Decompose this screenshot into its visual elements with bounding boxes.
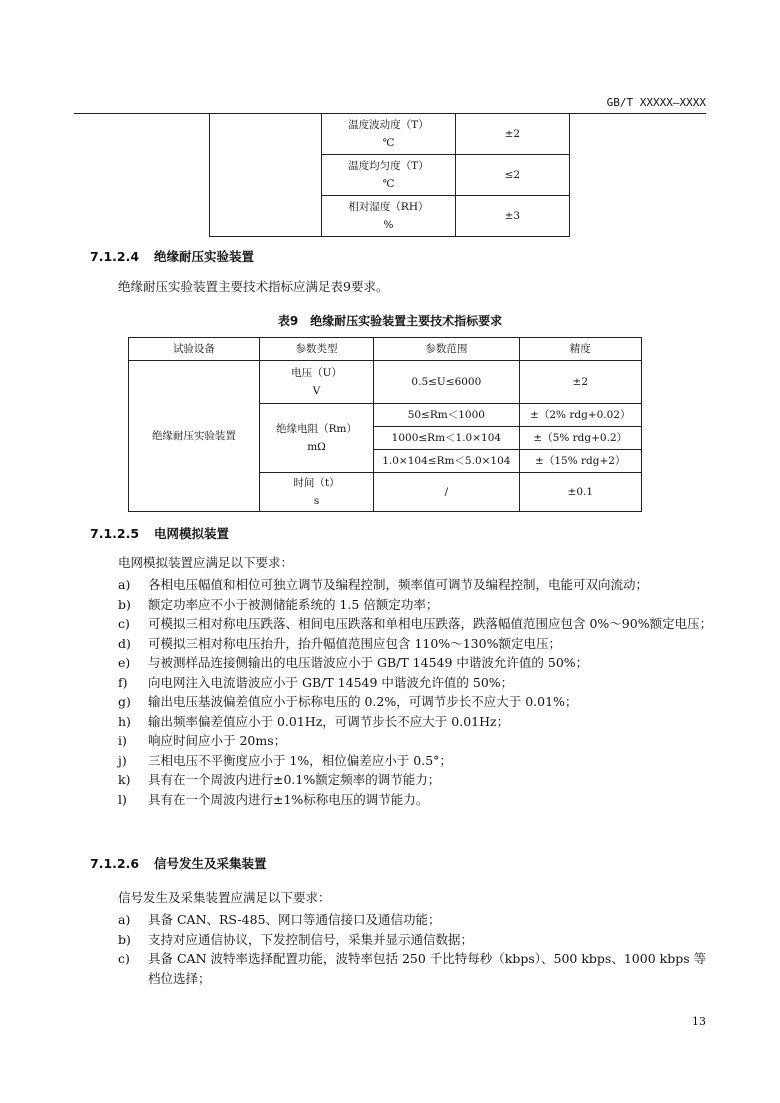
standard-number: GB/T XXXXX—XXXX	[606, 96, 706, 109]
header-cell: 参数类型	[259, 338, 373, 361]
list-text: 支持对应通信协议，下发控制信号，采集并显示通信数据；	[148, 931, 474, 947]
section-number: 7.1.2.4	[90, 249, 140, 264]
section-heading-7125	[90, 524, 229, 542]
list-text: 可模拟三相对称电压跌落、相间电压跌落和单相电压跌落，跌落幅值范围应包含 0%～90%额定电压；	[148, 616, 713, 631]
range-cell: 1000≤Rm＜1.0×104	[374, 427, 519, 450]
list-text: 三相电压不平衡度应小于 1%，相位偏差应小于 0.5°；	[148, 752, 452, 768]
range-cell: 1.0×104≤Rm＜5.0×104	[374, 450, 519, 473]
table-cell-value: ±2	[455, 114, 569, 155]
section-heading-7124	[90, 247, 254, 265]
list-text: 额定功率应不小于被测储能系统的 1.5 倍额定功率；	[148, 596, 439, 612]
table-row	[210, 114, 570, 155]
param-unit: %	[383, 219, 394, 231]
table-cell-empty	[210, 114, 322, 237]
list-text: 各相电压幅值和相位可独立调节及编程控制，频率值可调节及编程控制，电能可双向流动；	[148, 577, 649, 592]
list-text: 输出电压基波偏差值应小于标称电压的 0.2%，可调节步长不应大于 0.01%；	[148, 694, 578, 709]
list-marker: f)	[118, 674, 128, 690]
table-cell-param	[322, 114, 455, 155]
accuracy-cell: ±0.1	[519, 473, 641, 512]
list-item	[118, 712, 718, 732]
section-intro: 电网模拟装置应满足以下要求：	[118, 555, 294, 570]
param-name: 绝缘电阻（Rm）	[276, 423, 357, 435]
list-item	[118, 930, 718, 950]
param-unit: mΩ	[307, 441, 326, 453]
list-marker: j)	[118, 752, 127, 768]
param-name: 温度波动度（T）	[348, 119, 429, 131]
list-item	[118, 790, 718, 810]
list-item	[118, 910, 718, 930]
param-cell	[259, 473, 373, 512]
table-cell-param	[322, 196, 455, 237]
section-title: 电网模拟装置	[154, 526, 230, 541]
param-unit: ℃	[382, 178, 395, 190]
list-text: 输出频率偏差值应小于 0.01Hz，可调节步长不应大于 0.01Hz；	[148, 713, 510, 729]
section-number: 7.1.2.6	[90, 856, 140, 871]
section-intro: 绝缘耐压实验装置主要技术指标应满足表9要求。	[118, 279, 389, 294]
table-cell-value: ≤2	[455, 155, 569, 196]
requirements-list	[118, 575, 718, 809]
device-cell: 绝缘耐压实验装置	[129, 361, 260, 512]
list-text: 具备 CAN、RS-485、网口等通信接口及通信功能；	[148, 912, 441, 927]
range-cell: /	[374, 473, 519, 512]
list-item	[118, 575, 718, 595]
range-cell: 50≤Rm＜1000	[374, 404, 519, 427]
list-item	[118, 770, 718, 790]
section-title: 绝缘耐压实验装置	[154, 249, 255, 264]
list-text: 可模拟三相对称电压抬升，抬升幅值范围应包含 110%～130%额定电压；	[148, 635, 561, 651]
param-name: 时间（t）	[293, 477, 340, 489]
list-item	[118, 673, 718, 693]
param-name: 相对湿度（RH）	[348, 201, 429, 213]
page-number: 13	[692, 1015, 706, 1028]
list-marker: b)	[118, 596, 131, 612]
table-row	[129, 361, 642, 404]
param-cell	[259, 361, 373, 404]
header-cell: 精度	[519, 338, 641, 361]
section-intro: 信号发生及采集装置应满足以下要求：	[118, 890, 331, 905]
table-cell-value: ±3	[455, 196, 569, 237]
list-text: 具有在一个周波内进行±1%标称电压的调节能力。	[148, 791, 429, 807]
list-marker: l)	[118, 791, 127, 807]
list-text: 与被测样品连接侧输出的电压谐波应小于 GB/T 14549 中谐波允许值的 50%；	[148, 655, 589, 670]
accuracy-cell: ±（15% rdg+2）	[519, 450, 641, 473]
list-marker: a)	[118, 577, 131, 592]
list-item	[118, 731, 718, 751]
list-item	[118, 949, 718, 988]
requirements-list	[118, 910, 718, 988]
table-header-row	[129, 338, 642, 361]
param-unit: V	[312, 385, 321, 397]
list-marker: k)	[118, 772, 131, 787]
section-title: 信号发生及采集装置	[154, 856, 267, 871]
list-marker: e)	[118, 655, 131, 670]
section-heading-7126	[90, 854, 267, 872]
accuracy-cell: ±（5% rdg+0.2）	[519, 427, 641, 450]
list-text: 具有在一个周波内进行±0.1%额定频率的调节能力；	[148, 772, 441, 787]
list-marker: g)	[118, 694, 131, 709]
list-marker: d)	[118, 635, 131, 651]
list-item	[118, 692, 718, 712]
table-9	[128, 337, 642, 512]
list-marker: c)	[118, 951, 130, 966]
list-marker: b)	[118, 931, 131, 947]
accuracy-cell: ±（2% rdg+0.02）	[519, 404, 641, 427]
param-unit: s	[313, 495, 320, 507]
list-marker: i)	[118, 733, 127, 748]
param-cell	[259, 404, 373, 473]
list-item	[118, 634, 718, 654]
list-marker: h)	[118, 713, 131, 729]
list-text: 向电网注入电流谐波应小于 GB/T 14549 中谐波允许值的 50%；	[148, 674, 514, 690]
param-unit: ℃	[382, 137, 395, 149]
list-item	[118, 751, 718, 771]
accuracy-cell: ±2	[519, 361, 641, 404]
list-item	[118, 614, 718, 634]
section-number: 7.1.2.5	[90, 526, 140, 541]
list-item	[118, 653, 718, 673]
list-marker: a)	[118, 912, 131, 927]
list-text: 具备 CAN 波特率选择配置功能，波特率包括 250 千比特每秒（kbps）、500 kbps、1000 kbps 等档位选择；	[148, 951, 707, 986]
header-cell: 参数范围	[374, 338, 519, 361]
table-continuation	[209, 113, 570, 237]
header-cell: 试验设备	[129, 338, 260, 361]
list-text: 响应时间应小于 20ms；	[148, 733, 287, 748]
param-name: 电压（U）	[291, 367, 342, 379]
range-cell: 0.5≤U≤6000	[374, 361, 519, 404]
list-item	[118, 595, 718, 615]
table-cell-param	[322, 155, 455, 196]
table-caption: 表9 绝缘耐压实验装置主要技术指标要求	[277, 314, 503, 328]
param-name: 温度均匀度（T）	[348, 160, 429, 172]
list-marker: c)	[118, 616, 130, 631]
